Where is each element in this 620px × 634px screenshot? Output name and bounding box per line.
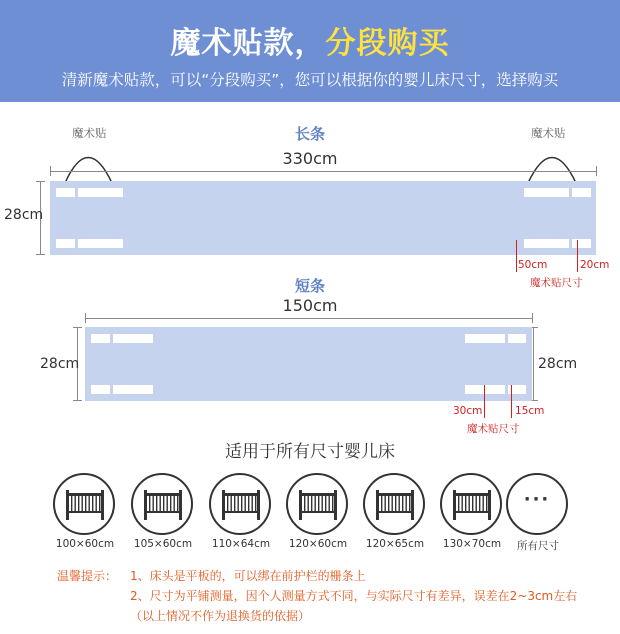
velcro-pad	[572, 188, 591, 197]
short-dim-b-line	[511, 385, 512, 418]
short-height-left: 28cm	[40, 356, 80, 372]
velcro-pad	[572, 239, 591, 248]
header-banner	[0, 0, 620, 102]
crib-icon	[440, 473, 502, 535]
tips-line-1: 1、床头是平板的，可以绑在前护栏的栅条上	[130, 569, 366, 583]
velcro-pad	[524, 239, 569, 248]
crib-icon	[363, 473, 425, 535]
banner-title-highlight: 分段购买	[325, 26, 450, 61]
crib-icon	[53, 473, 115, 535]
short-dim-a-line	[484, 385, 485, 418]
short-strip-title: 短条	[294, 277, 325, 295]
long-length-tick-right	[596, 166, 597, 176]
long-height-tick-top	[36, 181, 45, 182]
velcro-label-left: 魔术贴	[72, 126, 107, 140]
long-height: 28cm	[4, 207, 44, 223]
crib-icon	[286, 473, 348, 535]
short-length-line	[85, 318, 533, 319]
more-dots-icon: ···	[523, 489, 551, 510]
crib-size-label: 110×64cm	[211, 538, 271, 550]
tips-line-2: 2、尺寸为平铺测量，因个人测量方式不同，与实际尺寸有差异，误差在2~3cm左右	[130, 589, 578, 603]
short-height-right: 28cm	[538, 356, 578, 372]
short-height-line-right	[533, 327, 534, 401]
velcro-pad	[91, 385, 110, 394]
velcro-label-right: 魔术贴	[531, 126, 566, 140]
short-dim-b: 15cm	[515, 405, 545, 417]
velcro-pad	[113, 385, 153, 394]
long-height-tick-bottom	[36, 254, 45, 255]
short-dim-a: 30cm	[453, 405, 483, 417]
short-height-tick	[73, 400, 82, 401]
long-dim-b: 20cm	[580, 259, 610, 271]
velcro-pad	[91, 334, 110, 343]
short-length-tick-right	[532, 313, 533, 323]
long-length-line	[50, 171, 596, 172]
long-dim-a: 50cm	[518, 259, 548, 271]
velcro-pad	[78, 188, 123, 197]
short-length: 150cm	[282, 296, 338, 315]
more-sizes-icon	[506, 473, 568, 535]
long-velcro-size-label: 魔术贴尺寸	[530, 277, 583, 289]
crib-size-label: 130×70cm	[442, 538, 502, 550]
crib-size-label: 105×60cm	[133, 538, 193, 550]
velcro-pad	[56, 188, 75, 197]
velcro-pad	[78, 239, 123, 248]
velcro-pad	[524, 188, 569, 197]
crib-size-label: 100×60cm	[55, 538, 115, 550]
long-length-tick-left	[50, 166, 51, 176]
fits-title: 适用于所有尺寸婴儿床	[225, 442, 395, 462]
velcro-pad	[508, 334, 526, 343]
banner-title-main: 魔术贴款，	[170, 26, 326, 61]
velcro-pad	[113, 334, 153, 343]
short-velcro-size-label: 魔术贴尺寸	[467, 423, 520, 435]
long-strip-title: 长条	[294, 125, 325, 143]
long-dim-a-line	[516, 240, 517, 272]
banner-title	[0, 18, 620, 62]
crib-size-label: 120×60cm	[288, 538, 348, 550]
crib-size-label: 120×65cm	[365, 538, 425, 550]
velcro-pad	[465, 334, 505, 343]
long-length: 330cm	[282, 149, 338, 168]
long-dim-b-line	[577, 240, 578, 272]
tips-line-3: （以上情况不作为退换货的依据）	[130, 609, 311, 623]
velcro-pad	[465, 385, 505, 394]
long-strip	[50, 181, 596, 255]
short-strip	[85, 327, 532, 401]
tips-label: 温馨提示：	[57, 569, 118, 583]
velcro-pad	[56, 239, 75, 248]
short-length-tick-left	[85, 313, 86, 323]
crib-icon	[209, 473, 271, 535]
banner-subtitle: 清新魔术贴款，可以“分段购买”，您可以根据你的婴儿床尺寸，选择购买	[61, 71, 559, 89]
crib-icon	[131, 473, 193, 535]
crib-size-label: 所有尺寸	[517, 540, 559, 552]
short-height-tick	[73, 327, 82, 328]
